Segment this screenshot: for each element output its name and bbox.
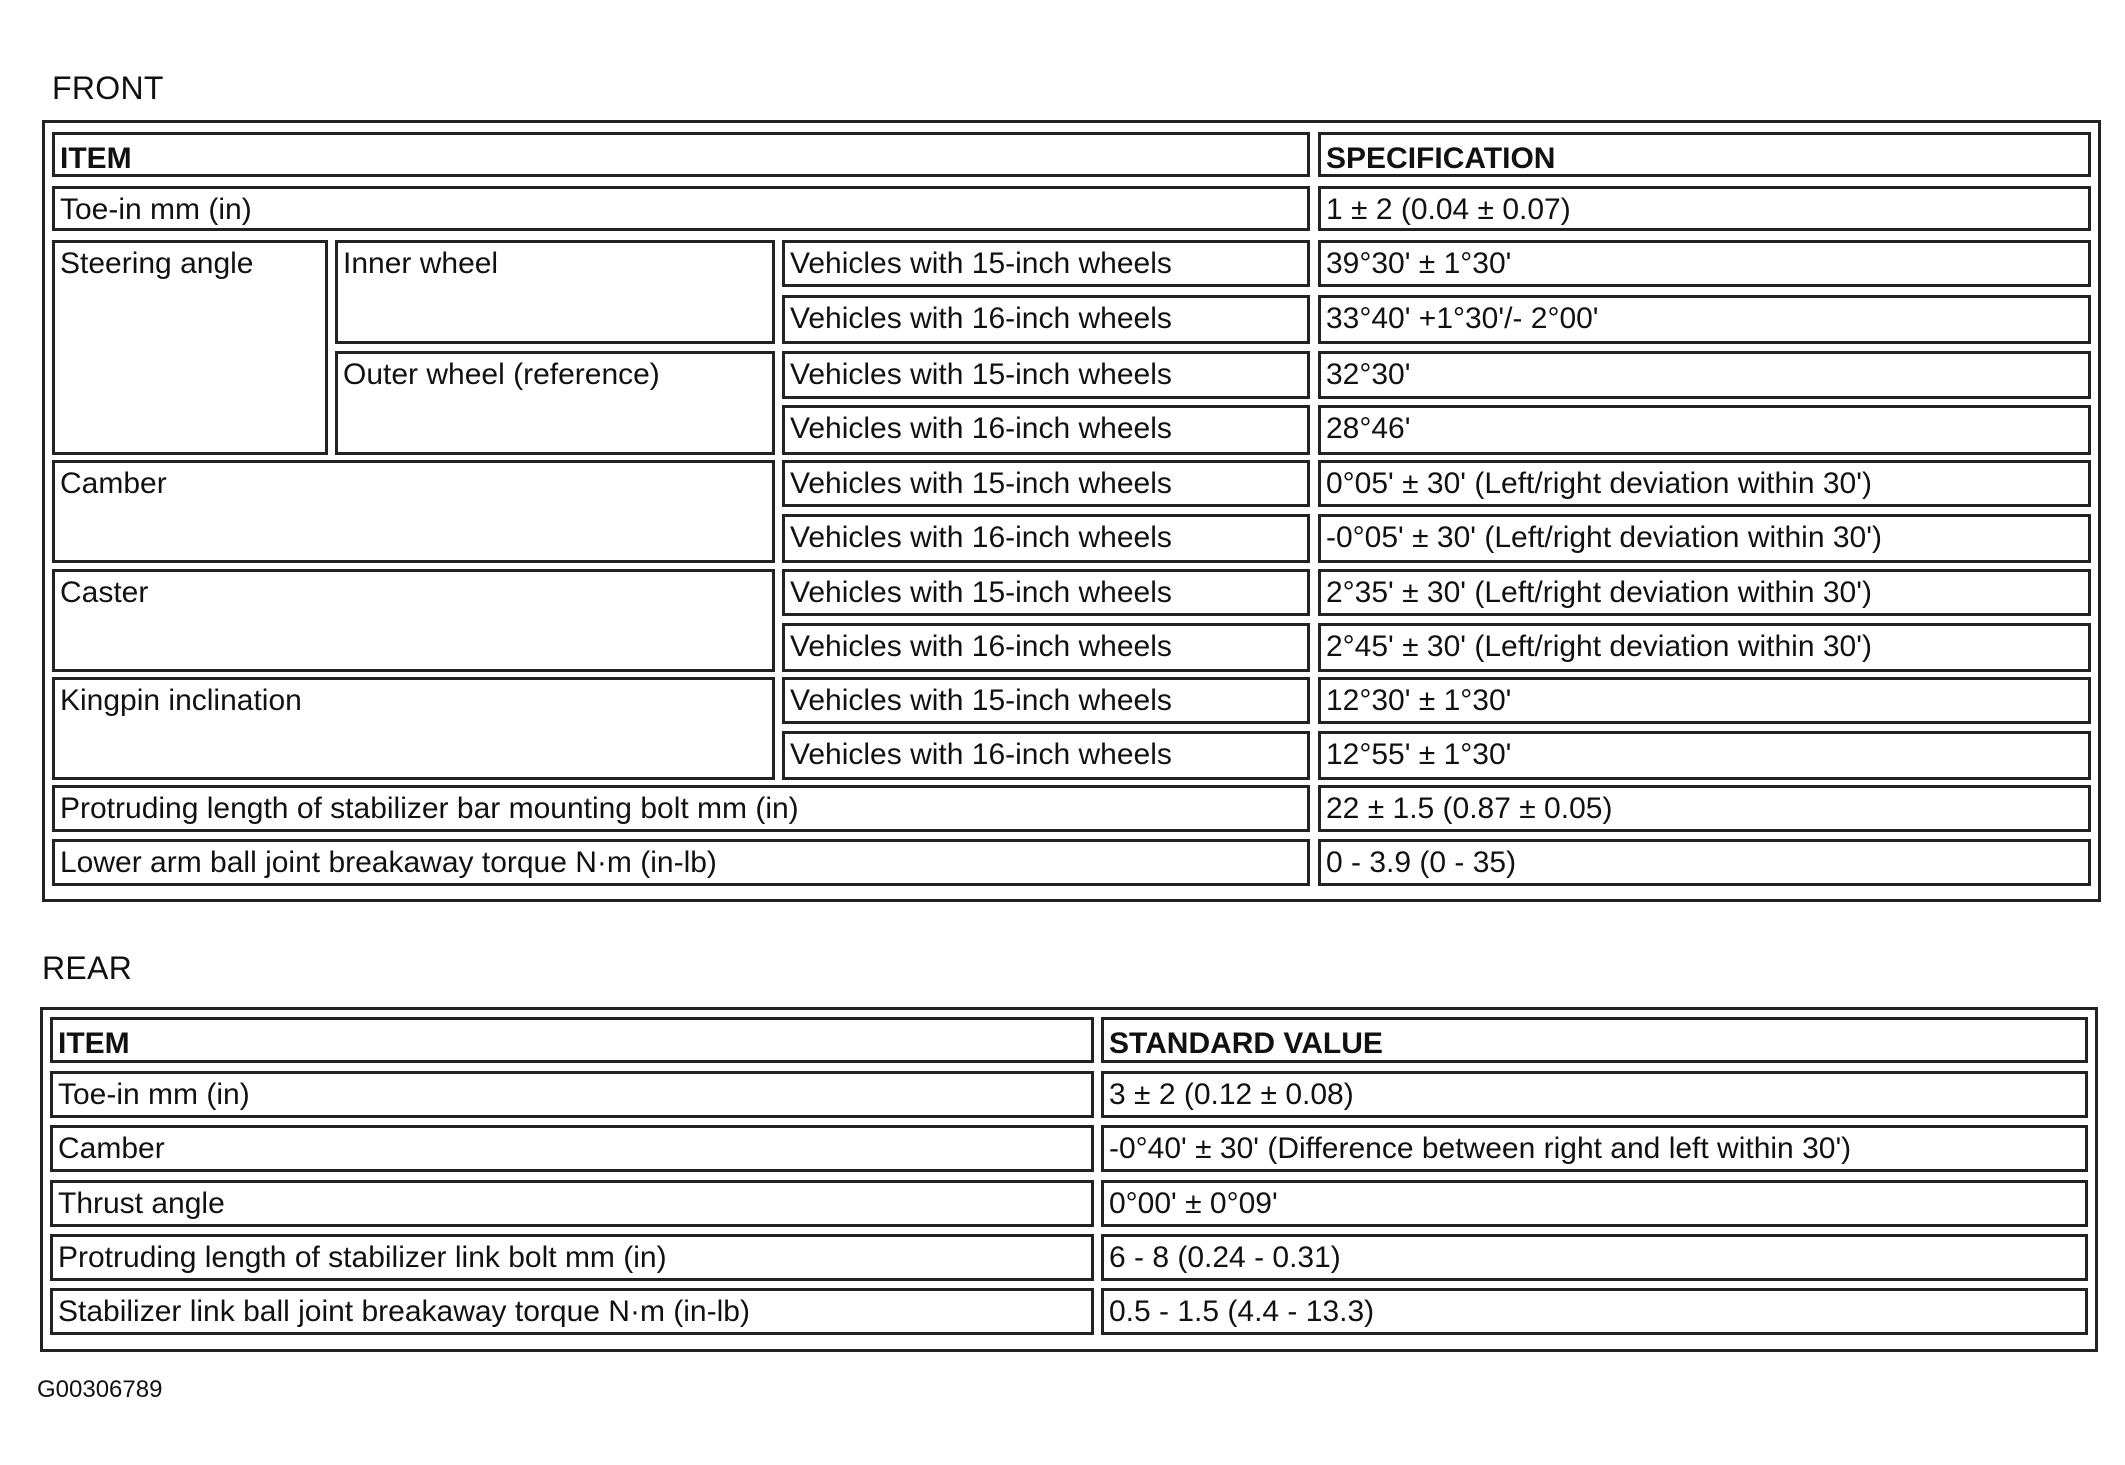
front-inner-15-value: 39°30' ± 1°30' [1318,240,2091,287]
front-caster-16-condition: Vehicles with 16-inch wheels [782,623,1310,672]
front-outer-16-condition: Vehicles with 16-inch wheels [782,405,1310,455]
rear-header-item: ITEM [50,1017,1094,1063]
front-outer-15-value: 32°30' [1318,351,2091,399]
front-outer-15-condition: Vehicles with 15-inch wheels [782,351,1310,399]
front-inner-15-condition: Vehicles with 15-inch wheels [782,240,1310,287]
front-lower-arm-value: 0 - 3.9 (0 - 35) [1318,839,2091,886]
rear-row-value: 0°00' ± 0°09' [1101,1180,2088,1227]
front-inner-16-condition: Vehicles with 16-inch wheels [782,295,1310,344]
front-caster-label: Caster [52,569,775,672]
front-caster-15-value: 2°35' ± 30' (Left/right deviation within 30') [1318,569,2091,616]
front-camber-15-value: 0°05' ± 30' (Left/right deviation within 30') [1318,460,2091,507]
front-header-item: ITEM [52,132,1310,177]
front-outer-wheel-label: Outer wheel (reference) [335,351,775,455]
front-stabilizer-bolt-value: 22 ± 1.5 (0.87 ± 0.05) [1318,785,2091,832]
rear-row-item: Thrust angle [50,1180,1094,1227]
rear-row-item: Stabilizer link ball joint breakaway torque N·m (in-lb) [50,1288,1094,1335]
rear-row-value: -0°40' ± 30' (Difference between right and left within 30') [1101,1125,2088,1172]
front-toe-in-item: Toe-in mm (in) [52,186,1310,231]
rear-row-item: Protruding length of stabilizer link bolt mm (in) [50,1234,1094,1281]
rear-row-item: Camber [50,1125,1094,1172]
front-camber-16-condition: Vehicles with 16-inch wheels [782,514,1310,563]
rear-row-value: 6 - 8 (0.24 - 0.31) [1101,1234,2088,1281]
front-lower-arm-item: Lower arm ball joint breakaway torque N·m (in-lb) [52,839,1310,886]
front-outer-16-value: 28°46' [1318,405,2091,455]
rear-section-label: REAR [42,950,133,986]
front-kingpin-15-condition: Vehicles with 15-inch wheels [782,677,1310,724]
front-caster-15-condition: Vehicles with 15-inch wheels [782,569,1310,616]
front-steering-angle-label: Steering angle [52,240,328,455]
front-caster-16-value: 2°45' ± 30' (Left/right deviation within 30') [1318,623,2091,672]
front-kingpin-16-condition: Vehicles with 16-inch wheels [782,731,1310,780]
front-camber-label: Camber [52,460,775,563]
front-kingpin-15-value: 12°30' ± 1°30' [1318,677,2091,724]
front-inner-wheel-label: Inner wheel [335,240,775,344]
figure-id: G00306789 [37,1376,163,1403]
front-section-label: FRONT [52,70,164,106]
front-inner-16-value: 33°40' +1°30'/- 2°00' [1318,295,2091,344]
front-toe-in-value: 1 ± 2 (0.04 ± 0.07) [1318,186,2091,231]
rear-row-value: 3 ± 2 (0.12 ± 0.08) [1101,1071,2088,1118]
rear-row-item: Toe-in mm (in) [50,1071,1094,1118]
front-camber-15-condition: Vehicles with 15-inch wheels [782,460,1310,507]
front-stabilizer-bolt-item: Protruding length of stabilizer bar mounting bolt mm (in) [52,785,1310,832]
front-camber-16-value: -0°05' ± 30' (Left/right deviation within 30') [1318,514,2091,563]
rear-header-standard-value: STANDARD VALUE [1101,1017,2088,1063]
rear-row-value: 0.5 - 1.5 (4.4 - 13.3) [1101,1288,2088,1335]
front-kingpin-16-value: 12°55' ± 1°30' [1318,731,2091,780]
front-kingpin-label: Kingpin inclination [52,677,775,780]
front-header-specification: SPECIFICATION [1318,132,2091,177]
